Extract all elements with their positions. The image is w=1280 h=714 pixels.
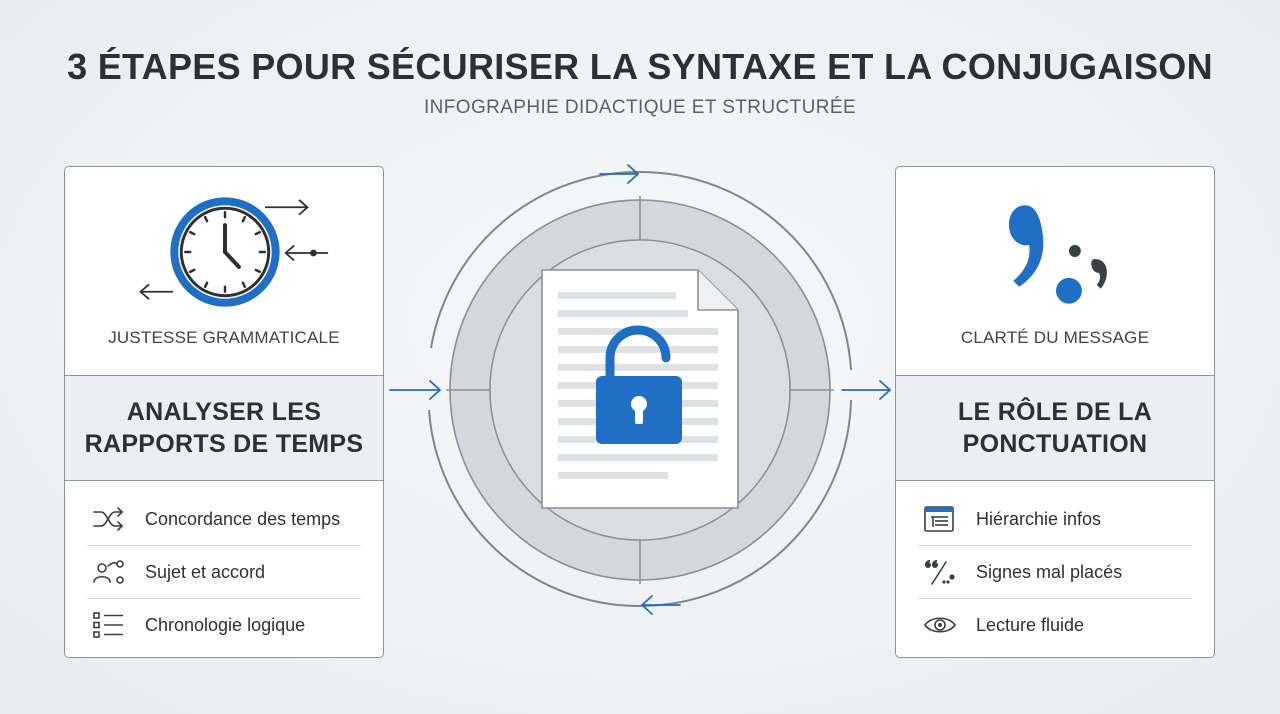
unlocked-document-icon (542, 270, 738, 508)
list-item-label: Chronologie logique (145, 614, 306, 635)
clock-icon (65, 187, 383, 317)
list-item (918, 599, 1192, 651)
list-item (918, 493, 1192, 546)
card-heading-band (896, 375, 1214, 481)
shuffle-icon (91, 505, 127, 533)
arrow-bottom (642, 596, 680, 614)
card-grammatical-accuracy (64, 166, 384, 658)
users-link-icon (91, 558, 127, 586)
card-caption: JUSTESSE GRAMMATICALE (108, 328, 340, 347)
card-heading: LE RÔLE DE LA PONCTUATION (957, 398, 1153, 458)
list-item (87, 493, 361, 546)
card-heading: ANALYSER LES RAPPORTS DE TEMPS (84, 398, 364, 458)
eye-icon (922, 611, 958, 639)
list-item (87, 599, 361, 651)
list-item-label: Signes mal placés (976, 561, 1123, 582)
punctuation-icon (896, 187, 1214, 317)
page-title: 3 ÉTAPES POUR SÉCURISER LA SYNTAXE ET LA CONJUGAISON (67, 46, 1213, 87)
list-item-label: Concordance des temps (145, 508, 341, 529)
arrow-left-to-center (390, 381, 440, 399)
card-message-clarity (895, 166, 1215, 658)
card-heading-band (65, 375, 383, 481)
list-item-label: Lecture fluide (976, 614, 1085, 635)
window-list-icon (922, 505, 958, 533)
card-list (87, 493, 361, 651)
card-list (918, 493, 1192, 651)
arrow-center-to-right (842, 381, 890, 399)
page-subtitle: INFOGRAPHIE DIDACTIQUE ET STRUCTURÉE (423, 97, 857, 118)
arrow-top (600, 165, 638, 183)
list-icon (91, 611, 127, 639)
list-item-label: Hiérarchie infos (976, 508, 1102, 529)
list-item-label: Sujet et accord (145, 561, 266, 582)
card-caption: CLARTÉ DU MESSAGE (960, 328, 1150, 347)
quote-marks-icon (922, 558, 958, 586)
list-item (87, 546, 361, 599)
list-item (918, 546, 1192, 599)
